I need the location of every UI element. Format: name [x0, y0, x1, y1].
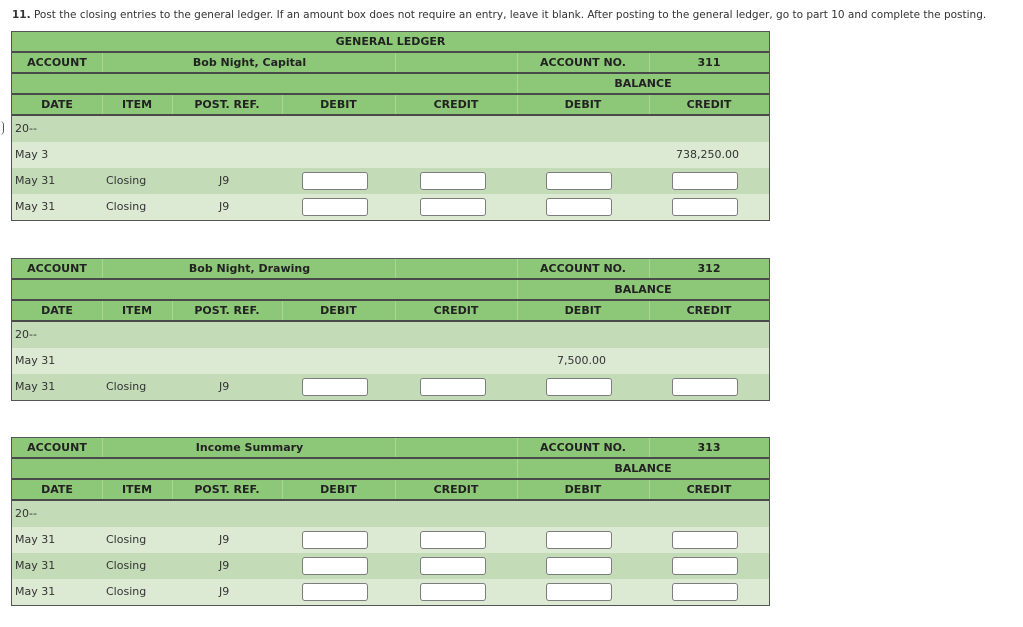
row-item: Closing — [106, 174, 147, 187]
account-no-label: ACCOUNT NO. — [540, 441, 626, 454]
balance-credit-input[interactable] — [672, 172, 738, 190]
row-item: Closing — [106, 533, 147, 546]
instruction-number: 11. — [12, 9, 31, 21]
debit-input[interactable] — [302, 172, 368, 190]
debit-input[interactable] — [302, 378, 368, 396]
post-ref-header: POST. REF. — [194, 304, 260, 317]
column-header-row — [12, 95, 769, 116]
row-date: May 31 — [15, 200, 56, 213]
debit-input[interactable] — [302, 531, 368, 549]
balance-header-row — [12, 74, 769, 95]
account-header-row — [12, 438, 769, 459]
account-no-label: ACCOUNT NO. — [540, 56, 626, 69]
balance-credit-input[interactable] — [672, 531, 738, 549]
balance-debit-input[interactable] — [546, 557, 612, 575]
table-row — [12, 116, 769, 142]
ledger-bob-night-drawing — [11, 258, 770, 401]
row-date: May 31 — [15, 174, 56, 187]
table-row — [12, 374, 769, 400]
date-header: DATE — [41, 98, 73, 111]
ledger-bob-night-capital — [11, 31, 770, 221]
item-header: ITEM — [121, 304, 153, 317]
row-post-ref: J9 — [219, 585, 230, 598]
table-row — [12, 553, 769, 579]
balance-credit-input[interactable] — [672, 557, 738, 575]
credit-header: CREDIT — [433, 304, 479, 317]
table-row — [12, 194, 769, 220]
account-name: Bob Night, Capital — [192, 56, 307, 69]
account-no-label: ACCOUNT NO. — [540, 262, 626, 275]
ledger-income-summary — [11, 437, 770, 606]
account-number: 313 — [697, 441, 721, 454]
balance-debit-header: DEBIT — [564, 304, 602, 317]
debit-input[interactable] — [302, 198, 368, 216]
table-row — [12, 579, 769, 605]
column-header-row — [12, 480, 769, 501]
row-date: 20-- — [15, 122, 37, 135]
credit-header: CREDIT — [433, 483, 479, 496]
account-number: 312 — [697, 262, 721, 275]
balance-credit-input[interactable] — [672, 198, 738, 216]
row-item: Closing — [106, 380, 147, 393]
row-item: Closing — [106, 559, 147, 572]
credit-input[interactable] — [420, 198, 486, 216]
item-header: ITEM — [121, 98, 153, 111]
balance-credit-header: CREDIT — [686, 98, 732, 111]
account-number: 311 — [697, 56, 721, 69]
debit-input[interactable] — [302, 583, 368, 601]
row-post-ref: J9 — [219, 559, 230, 572]
credit-input[interactable] — [420, 378, 486, 396]
row-item: Closing — [106, 585, 147, 598]
credit-header: CREDIT — [433, 98, 479, 111]
row-post-ref: J9 — [219, 200, 230, 213]
row-post-ref: J9 — [219, 533, 230, 546]
row-balance-credit: 738,250.00 — [676, 148, 739, 161]
table-row — [12, 168, 769, 194]
row-date: May 3 — [15, 148, 49, 161]
balance-credit-input[interactable] — [672, 583, 738, 601]
balance-header-row — [12, 280, 769, 301]
debit-header: DEBIT — [320, 304, 357, 317]
row-post-ref: J9 — [219, 174, 230, 187]
post-ref-header: POST. REF. — [194, 98, 260, 111]
balance-header-row — [12, 459, 769, 480]
credit-input[interactable] — [420, 172, 486, 190]
balance-debit-input[interactable] — [546, 583, 612, 601]
account-label: ACCOUNT — [27, 56, 87, 69]
column-header-row — [12, 301, 769, 322]
table-row — [12, 322, 769, 348]
row-balance-debit: 7,500.00 — [557, 354, 606, 367]
debit-header: DEBIT — [320, 98, 357, 111]
row-date: 20-- — [15, 328, 37, 341]
account-name: Bob Night, Drawing — [188, 262, 311, 275]
date-header: DATE — [41, 304, 73, 317]
table-row — [12, 348, 769, 374]
balance-label: BALANCE — [614, 462, 672, 475]
account-label: ACCOUNT — [27, 441, 87, 454]
row-date: May 31 — [15, 380, 56, 393]
date-header: DATE — [41, 483, 73, 496]
credit-input[interactable] — [420, 531, 486, 549]
debit-input[interactable] — [302, 557, 368, 575]
row-date: May 31 — [15, 559, 56, 572]
general-ledger-title: GENERAL LEDGER — [335, 35, 446, 48]
account-name: Income Summary — [195, 441, 304, 454]
row-date: May 31 — [15, 354, 56, 367]
table-row — [12, 142, 769, 168]
focus-marker — [0, 121, 4, 135]
table-row — [12, 501, 769, 527]
account-header-row — [12, 53, 769, 74]
balance-debit-input[interactable] — [546, 198, 612, 216]
balance-credit-input[interactable] — [672, 378, 738, 396]
instruction-text — [12, 9, 986, 21]
balance-credit-header: CREDIT — [686, 483, 732, 496]
table-row — [12, 527, 769, 553]
instruction-body: Post the closing entries to the general ledger. If an amount box does not require an entry, leave it blank. After posting to the general ledger, go to part 10 and complete the posting. — [30, 9, 987, 21]
general-ledger-title-row — [12, 32, 769, 53]
balance-debit-input[interactable] — [546, 378, 612, 396]
balance-label: BALANCE — [614, 283, 672, 296]
row-date: May 31 — [15, 533, 56, 546]
row-date: May 31 — [15, 585, 56, 598]
row-date: 20-- — [15, 507, 37, 520]
row-item: Closing — [106, 200, 147, 213]
account-header-row — [12, 259, 769, 280]
post-ref-header: POST. REF. — [194, 483, 260, 496]
balance-debit-input[interactable] — [546, 531, 612, 549]
item-header: ITEM — [121, 483, 153, 496]
row-post-ref: J9 — [219, 380, 230, 393]
balance-debit-header: DEBIT — [564, 98, 602, 111]
balance-credit-header: CREDIT — [686, 304, 732, 317]
debit-header: DEBIT — [320, 483, 357, 496]
account-label: ACCOUNT — [27, 262, 87, 275]
credit-input[interactable] — [420, 557, 486, 575]
credit-input[interactable] — [420, 583, 486, 601]
balance-label: BALANCE — [614, 77, 672, 90]
balance-debit-input[interactable] — [546, 172, 612, 190]
balance-debit-header: DEBIT — [564, 483, 602, 496]
